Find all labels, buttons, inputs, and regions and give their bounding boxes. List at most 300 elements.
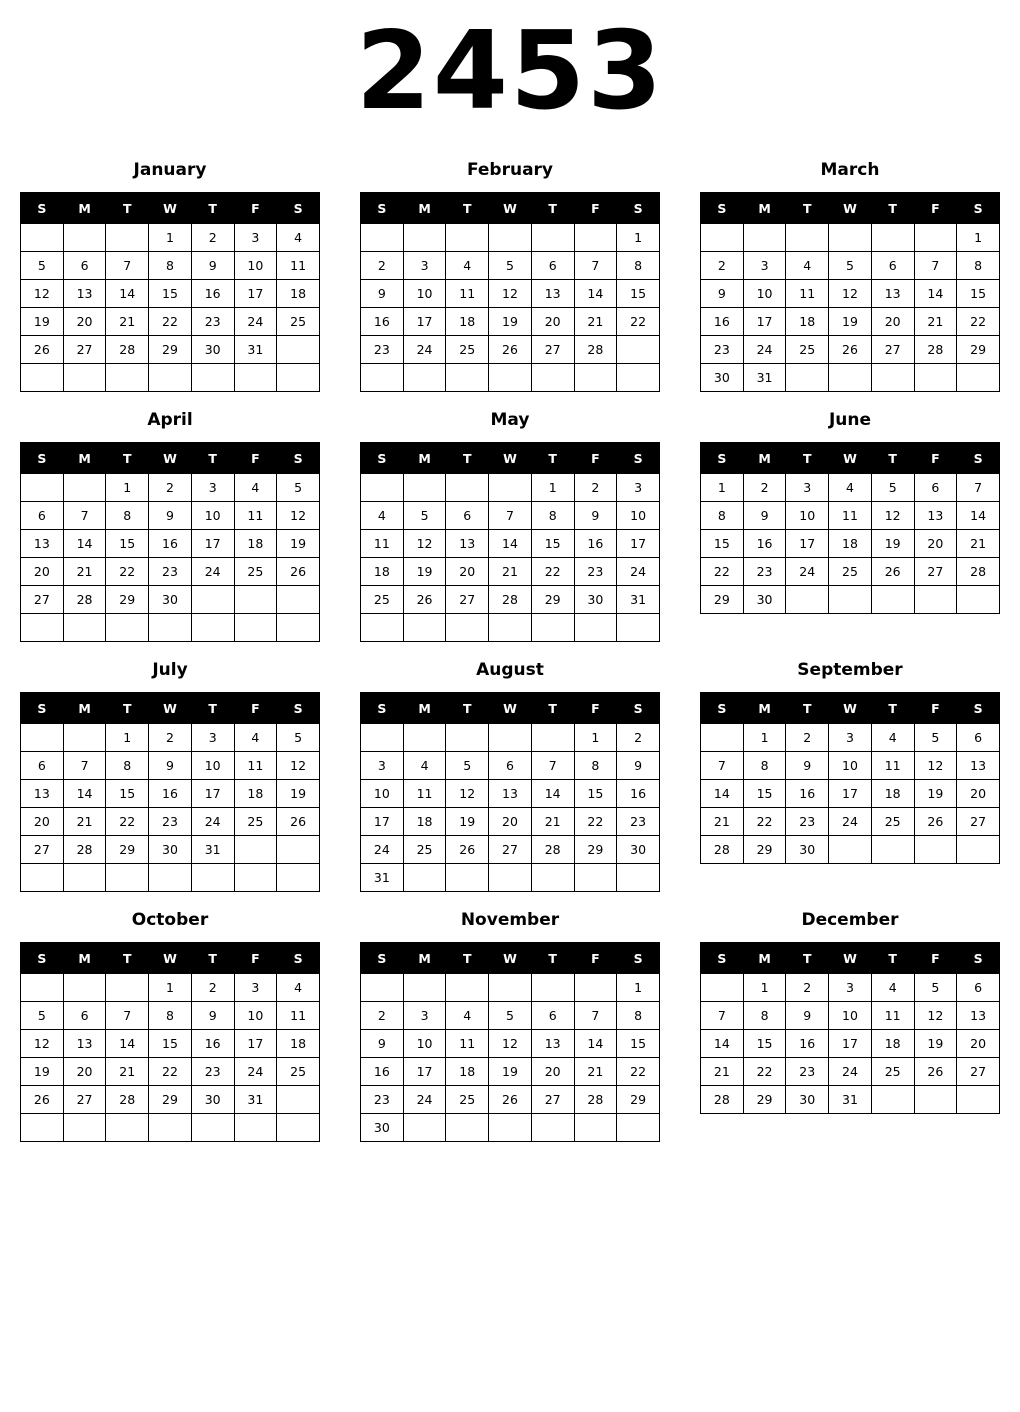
day-cell[interactable]: 30 <box>191 1086 234 1114</box>
day-cell[interactable]: 14 <box>957 502 1000 530</box>
day-cell[interactable]: 26 <box>489 1086 532 1114</box>
day-cell[interactable]: 1 <box>106 474 149 502</box>
day-cell[interactable]: 19 <box>871 530 914 558</box>
day-cell[interactable]: 16 <box>743 530 786 558</box>
day-cell[interactable]: 29 <box>106 836 149 864</box>
day-cell[interactable]: 17 <box>191 530 234 558</box>
day-cell[interactable]: 25 <box>234 558 277 586</box>
day-cell[interactable]: 12 <box>277 502 320 530</box>
day-cell[interactable]: 31 <box>361 864 404 892</box>
day-cell[interactable]: 1 <box>743 724 786 752</box>
day-cell[interactable]: 2 <box>149 474 192 502</box>
day-cell[interactable]: 12 <box>914 1002 957 1030</box>
day-cell[interactable]: 20 <box>531 1058 574 1086</box>
day-cell[interactable]: 10 <box>403 1030 446 1058</box>
day-cell[interactable]: 4 <box>403 752 446 780</box>
day-cell[interactable]: 17 <box>743 308 786 336</box>
day-cell[interactable]: 24 <box>234 308 277 336</box>
day-cell[interactable]: 4 <box>277 974 320 1002</box>
day-cell[interactable]: 18 <box>234 780 277 808</box>
day-cell[interactable]: 21 <box>63 808 106 836</box>
day-cell[interactable]: 9 <box>361 1030 404 1058</box>
day-cell[interactable]: 26 <box>829 336 872 364</box>
day-cell[interactable]: 27 <box>914 558 957 586</box>
day-cell[interactable]: 17 <box>234 280 277 308</box>
day-cell[interactable]: 4 <box>234 474 277 502</box>
day-cell[interactable]: 8 <box>531 502 574 530</box>
day-cell[interactable]: 13 <box>871 280 914 308</box>
day-cell[interactable]: 11 <box>361 530 404 558</box>
day-cell[interactable]: 4 <box>234 724 277 752</box>
day-cell[interactable]: 4 <box>277 224 320 252</box>
day-cell[interactable]: 20 <box>21 558 64 586</box>
day-cell[interactable]: 28 <box>957 558 1000 586</box>
day-cell[interactable]: 21 <box>489 558 532 586</box>
day-cell[interactable]: 15 <box>106 780 149 808</box>
day-cell[interactable]: 10 <box>403 280 446 308</box>
day-cell[interactable]: 26 <box>21 1086 64 1114</box>
day-cell[interactable]: 23 <box>786 1058 829 1086</box>
day-cell[interactable]: 12 <box>403 530 446 558</box>
day-cell[interactable]: 30 <box>149 836 192 864</box>
day-cell[interactable]: 14 <box>106 1030 149 1058</box>
day-cell[interactable]: 17 <box>361 808 404 836</box>
day-cell[interactable]: 10 <box>743 280 786 308</box>
day-cell[interactable]: 26 <box>871 558 914 586</box>
day-cell[interactable]: 21 <box>957 530 1000 558</box>
day-cell[interactable]: 19 <box>914 1030 957 1058</box>
day-cell[interactable]: 18 <box>277 1030 320 1058</box>
day-cell[interactable]: 19 <box>489 308 532 336</box>
day-cell[interactable]: 14 <box>63 530 106 558</box>
day-cell[interactable]: 24 <box>403 336 446 364</box>
day-cell[interactable]: 27 <box>957 1058 1000 1086</box>
day-cell[interactable]: 30 <box>617 836 660 864</box>
day-cell[interactable]: 26 <box>914 808 957 836</box>
day-cell[interactable]: 12 <box>871 502 914 530</box>
day-cell[interactable]: 23 <box>574 558 617 586</box>
day-cell[interactable]: 10 <box>234 252 277 280</box>
day-cell[interactable]: 14 <box>701 780 744 808</box>
day-cell[interactable]: 7 <box>63 502 106 530</box>
day-cell[interactable]: 27 <box>871 336 914 364</box>
day-cell[interactable]: 20 <box>914 530 957 558</box>
day-cell[interactable]: 19 <box>277 530 320 558</box>
day-cell[interactable]: 21 <box>914 308 957 336</box>
day-cell[interactable]: 14 <box>531 780 574 808</box>
day-cell[interactable]: 28 <box>574 1086 617 1114</box>
day-cell[interactable]: 23 <box>786 808 829 836</box>
day-cell[interactable]: 10 <box>786 502 829 530</box>
day-cell[interactable]: 9 <box>149 502 192 530</box>
day-cell[interactable]: 1 <box>106 724 149 752</box>
day-cell[interactable]: 8 <box>149 1002 192 1030</box>
day-cell[interactable]: 17 <box>786 530 829 558</box>
day-cell[interactable]: 2 <box>574 474 617 502</box>
day-cell[interactable]: 25 <box>829 558 872 586</box>
day-cell[interactable]: 9 <box>149 752 192 780</box>
day-cell[interactable]: 1 <box>617 224 660 252</box>
day-cell[interactable]: 9 <box>617 752 660 780</box>
day-cell[interactable]: 28 <box>106 336 149 364</box>
day-cell[interactable]: 18 <box>871 780 914 808</box>
day-cell[interactable]: 15 <box>743 1030 786 1058</box>
day-cell[interactable]: 30 <box>574 586 617 614</box>
day-cell[interactable]: 30 <box>786 1086 829 1114</box>
day-cell[interactable]: 19 <box>277 780 320 808</box>
day-cell[interactable]: 6 <box>957 724 1000 752</box>
day-cell[interactable]: 24 <box>191 808 234 836</box>
day-cell[interactable]: 9 <box>191 1002 234 1030</box>
day-cell[interactable]: 1 <box>149 974 192 1002</box>
day-cell[interactable]: 25 <box>361 586 404 614</box>
day-cell[interactable]: 3 <box>234 224 277 252</box>
day-cell[interactable]: 26 <box>914 1058 957 1086</box>
day-cell[interactable]: 29 <box>617 1086 660 1114</box>
day-cell[interactable]: 27 <box>21 586 64 614</box>
day-cell[interactable]: 15 <box>617 1030 660 1058</box>
day-cell[interactable]: 11 <box>786 280 829 308</box>
day-cell[interactable]: 10 <box>617 502 660 530</box>
day-cell[interactable]: 18 <box>277 280 320 308</box>
day-cell[interactable]: 17 <box>403 1058 446 1086</box>
day-cell[interactable]: 13 <box>957 1002 1000 1030</box>
day-cell[interactable]: 28 <box>914 336 957 364</box>
day-cell[interactable]: 8 <box>149 252 192 280</box>
day-cell[interactable]: 6 <box>63 252 106 280</box>
day-cell[interactable]: 18 <box>361 558 404 586</box>
day-cell[interactable]: 9 <box>701 280 744 308</box>
day-cell[interactable]: 2 <box>786 724 829 752</box>
day-cell[interactable]: 3 <box>191 474 234 502</box>
day-cell[interactable]: 5 <box>489 252 532 280</box>
day-cell[interactable]: 28 <box>63 586 106 614</box>
day-cell[interactable]: 2 <box>786 974 829 1002</box>
day-cell[interactable]: 28 <box>701 1086 744 1114</box>
day-cell[interactable]: 4 <box>829 474 872 502</box>
day-cell[interactable]: 27 <box>531 1086 574 1114</box>
day-cell[interactable]: 23 <box>361 1086 404 1114</box>
day-cell[interactable]: 15 <box>701 530 744 558</box>
day-cell[interactable]: 17 <box>234 1030 277 1058</box>
day-cell[interactable]: 18 <box>234 530 277 558</box>
day-cell[interactable]: 27 <box>21 836 64 864</box>
day-cell[interactable]: 25 <box>277 1058 320 1086</box>
day-cell[interactable]: 2 <box>191 224 234 252</box>
day-cell[interactable]: 7 <box>957 474 1000 502</box>
day-cell[interactable]: 19 <box>21 308 64 336</box>
day-cell[interactable]: 14 <box>574 1030 617 1058</box>
day-cell[interactable]: 12 <box>914 752 957 780</box>
day-cell[interactable]: 17 <box>191 780 234 808</box>
day-cell[interactable]: 11 <box>446 1030 489 1058</box>
day-cell[interactable]: 6 <box>21 502 64 530</box>
day-cell[interactable]: 15 <box>617 280 660 308</box>
day-cell[interactable]: 7 <box>489 502 532 530</box>
day-cell[interactable]: 9 <box>574 502 617 530</box>
day-cell[interactable]: 26 <box>277 558 320 586</box>
day-cell[interactable]: 19 <box>914 780 957 808</box>
day-cell[interactable]: 24 <box>829 808 872 836</box>
day-cell[interactable]: 14 <box>489 530 532 558</box>
day-cell[interactable]: 7 <box>574 1002 617 1030</box>
day-cell[interactable]: 11 <box>829 502 872 530</box>
day-cell[interactable]: 25 <box>446 1086 489 1114</box>
day-cell[interactable]: 29 <box>574 836 617 864</box>
day-cell[interactable]: 24 <box>403 1086 446 1114</box>
day-cell[interactable]: 7 <box>63 752 106 780</box>
day-cell[interactable]: 6 <box>531 1002 574 1030</box>
day-cell[interactable]: 22 <box>106 808 149 836</box>
day-cell[interactable]: 30 <box>743 586 786 614</box>
day-cell[interactable]: 25 <box>403 836 446 864</box>
day-cell[interactable]: 25 <box>277 308 320 336</box>
day-cell[interactable]: 27 <box>531 336 574 364</box>
day-cell[interactable]: 24 <box>743 336 786 364</box>
day-cell[interactable]: 11 <box>871 752 914 780</box>
day-cell[interactable]: 14 <box>63 780 106 808</box>
day-cell[interactable]: 5 <box>489 1002 532 1030</box>
day-cell[interactable]: 12 <box>489 280 532 308</box>
day-cell[interactable]: 11 <box>277 1002 320 1030</box>
day-cell[interactable]: 16 <box>701 308 744 336</box>
day-cell[interactable]: 23 <box>701 336 744 364</box>
day-cell[interactable]: 20 <box>21 808 64 836</box>
day-cell[interactable]: 20 <box>446 558 489 586</box>
day-cell[interactable]: 19 <box>403 558 446 586</box>
day-cell[interactable]: 30 <box>149 586 192 614</box>
day-cell[interactable]: 10 <box>829 752 872 780</box>
day-cell[interactable]: 23 <box>361 336 404 364</box>
day-cell[interactable]: 20 <box>957 1030 1000 1058</box>
day-cell[interactable]: 16 <box>191 280 234 308</box>
day-cell[interactable]: 29 <box>743 836 786 864</box>
day-cell[interactable]: 27 <box>489 836 532 864</box>
day-cell[interactable]: 6 <box>957 974 1000 1002</box>
day-cell[interactable]: 7 <box>574 252 617 280</box>
day-cell[interactable]: 29 <box>957 336 1000 364</box>
day-cell[interactable]: 27 <box>63 336 106 364</box>
day-cell[interactable]: 3 <box>617 474 660 502</box>
day-cell[interactable]: 10 <box>191 752 234 780</box>
day-cell[interactable]: 5 <box>403 502 446 530</box>
day-cell[interactable]: 21 <box>106 1058 149 1086</box>
day-cell[interactable]: 23 <box>191 308 234 336</box>
day-cell[interactable]: 12 <box>446 780 489 808</box>
day-cell[interactable]: 16 <box>786 780 829 808</box>
day-cell[interactable]: 28 <box>531 836 574 864</box>
day-cell[interactable]: 21 <box>106 308 149 336</box>
day-cell[interactable]: 16 <box>191 1030 234 1058</box>
day-cell[interactable]: 22 <box>106 558 149 586</box>
day-cell[interactable]: 28 <box>489 586 532 614</box>
day-cell[interactable]: 4 <box>361 502 404 530</box>
day-cell[interactable]: 31 <box>234 1086 277 1114</box>
day-cell[interactable]: 23 <box>617 808 660 836</box>
day-cell[interactable]: 6 <box>531 252 574 280</box>
day-cell[interactable]: 8 <box>617 252 660 280</box>
day-cell[interactable]: 2 <box>743 474 786 502</box>
day-cell[interactable]: 8 <box>743 752 786 780</box>
day-cell[interactable]: 11 <box>277 252 320 280</box>
day-cell[interactable]: 9 <box>743 502 786 530</box>
day-cell[interactable]: 23 <box>191 1058 234 1086</box>
day-cell[interactable]: 24 <box>786 558 829 586</box>
day-cell[interactable]: 5 <box>277 724 320 752</box>
day-cell[interactable]: 5 <box>21 252 64 280</box>
day-cell[interactable]: 24 <box>829 1058 872 1086</box>
day-cell[interactable]: 5 <box>277 474 320 502</box>
day-cell[interactable]: 18 <box>786 308 829 336</box>
day-cell[interactable]: 11 <box>234 502 277 530</box>
day-cell[interactable]: 13 <box>446 530 489 558</box>
day-cell[interactable]: 3 <box>743 252 786 280</box>
day-cell[interactable]: 6 <box>63 1002 106 1030</box>
day-cell[interactable]: 23 <box>149 808 192 836</box>
day-cell[interactable]: 9 <box>786 752 829 780</box>
day-cell[interactable]: 25 <box>234 808 277 836</box>
day-cell[interactable]: 15 <box>743 780 786 808</box>
day-cell[interactable]: 22 <box>617 308 660 336</box>
day-cell[interactable]: 28 <box>701 836 744 864</box>
day-cell[interactable]: 21 <box>531 808 574 836</box>
day-cell[interactable]: 2 <box>361 252 404 280</box>
day-cell[interactable]: 8 <box>106 752 149 780</box>
day-cell[interactable]: 2 <box>361 1002 404 1030</box>
day-cell[interactable]: 12 <box>829 280 872 308</box>
day-cell[interactable]: 22 <box>743 1058 786 1086</box>
day-cell[interactable]: 29 <box>531 586 574 614</box>
day-cell[interactable]: 9 <box>191 252 234 280</box>
day-cell[interactable]: 18 <box>403 808 446 836</box>
day-cell[interactable]: 1 <box>617 974 660 1002</box>
day-cell[interactable]: 13 <box>21 530 64 558</box>
day-cell[interactable]: 15 <box>957 280 1000 308</box>
day-cell[interactable]: 18 <box>446 308 489 336</box>
day-cell[interactable]: 12 <box>21 1030 64 1058</box>
day-cell[interactable]: 17 <box>829 1030 872 1058</box>
day-cell[interactable]: 27 <box>446 586 489 614</box>
day-cell[interactable]: 25 <box>871 808 914 836</box>
day-cell[interactable]: 17 <box>617 530 660 558</box>
day-cell[interactable]: 24 <box>361 836 404 864</box>
day-cell[interactable]: 26 <box>489 336 532 364</box>
day-cell[interactable]: 1 <box>957 224 1000 252</box>
day-cell[interactable]: 26 <box>403 586 446 614</box>
day-cell[interactable]: 27 <box>957 808 1000 836</box>
day-cell[interactable]: 16 <box>786 1030 829 1058</box>
day-cell[interactable]: 25 <box>786 336 829 364</box>
day-cell[interactable]: 24 <box>191 558 234 586</box>
day-cell[interactable]: 22 <box>149 1058 192 1086</box>
day-cell[interactable]: 4 <box>446 1002 489 1030</box>
day-cell[interactable]: 11 <box>871 1002 914 1030</box>
day-cell[interactable]: 8 <box>743 1002 786 1030</box>
day-cell[interactable]: 22 <box>531 558 574 586</box>
day-cell[interactable]: 19 <box>829 308 872 336</box>
day-cell[interactable]: 22 <box>149 308 192 336</box>
day-cell[interactable]: 18 <box>446 1058 489 1086</box>
day-cell[interactable]: 26 <box>277 808 320 836</box>
day-cell[interactable]: 20 <box>63 1058 106 1086</box>
day-cell[interactable]: 2 <box>617 724 660 752</box>
day-cell[interactable]: 1 <box>743 974 786 1002</box>
day-cell[interactable]: 21 <box>574 308 617 336</box>
day-cell[interactable]: 5 <box>446 752 489 780</box>
day-cell[interactable]: 21 <box>63 558 106 586</box>
day-cell[interactable]: 7 <box>531 752 574 780</box>
day-cell[interactable]: 17 <box>403 308 446 336</box>
day-cell[interactable]: 28 <box>63 836 106 864</box>
day-cell[interactable]: 25 <box>446 336 489 364</box>
day-cell[interactable]: 17 <box>829 780 872 808</box>
day-cell[interactable]: 8 <box>617 1002 660 1030</box>
day-cell[interactable]: 13 <box>957 752 1000 780</box>
day-cell[interactable]: 30 <box>361 1114 404 1142</box>
day-cell[interactable]: 31 <box>234 336 277 364</box>
day-cell[interactable]: 9 <box>786 1002 829 1030</box>
day-cell[interactable]: 18 <box>829 530 872 558</box>
day-cell[interactable]: 15 <box>149 280 192 308</box>
day-cell[interactable]: 4 <box>871 724 914 752</box>
day-cell[interactable]: 20 <box>871 308 914 336</box>
day-cell[interactable]: 22 <box>574 808 617 836</box>
day-cell[interactable]: 22 <box>743 808 786 836</box>
day-cell[interactable]: 28 <box>574 336 617 364</box>
day-cell[interactable]: 13 <box>531 1030 574 1058</box>
day-cell[interactable]: 22 <box>957 308 1000 336</box>
day-cell[interactable]: 30 <box>701 364 744 392</box>
day-cell[interactable]: 13 <box>531 280 574 308</box>
day-cell[interactable]: 31 <box>617 586 660 614</box>
day-cell[interactable]: 6 <box>489 752 532 780</box>
day-cell[interactable]: 7 <box>701 1002 744 1030</box>
day-cell[interactable]: 15 <box>574 780 617 808</box>
day-cell[interactable]: 1 <box>531 474 574 502</box>
day-cell[interactable]: 8 <box>574 752 617 780</box>
day-cell[interactable]: 12 <box>277 752 320 780</box>
day-cell[interactable]: 6 <box>871 252 914 280</box>
day-cell[interactable]: 13 <box>489 780 532 808</box>
day-cell[interactable]: 27 <box>63 1086 106 1114</box>
day-cell[interactable]: 24 <box>617 558 660 586</box>
day-cell[interactable]: 21 <box>574 1058 617 1086</box>
day-cell[interactable]: 4 <box>446 252 489 280</box>
day-cell[interactable]: 29 <box>743 1086 786 1114</box>
day-cell[interactable]: 29 <box>149 1086 192 1114</box>
day-cell[interactable]: 14 <box>701 1030 744 1058</box>
day-cell[interactable]: 5 <box>871 474 914 502</box>
day-cell[interactable]: 8 <box>957 252 1000 280</box>
day-cell[interactable]: 19 <box>21 1058 64 1086</box>
day-cell[interactable]: 2 <box>191 974 234 1002</box>
day-cell[interactable]: 4 <box>786 252 829 280</box>
day-cell[interactable]: 29 <box>106 586 149 614</box>
day-cell[interactable]: 25 <box>871 1058 914 1086</box>
day-cell[interactable]: 3 <box>234 974 277 1002</box>
day-cell[interactable]: 18 <box>871 1030 914 1058</box>
day-cell[interactable]: 4 <box>871 974 914 1002</box>
day-cell[interactable]: 21 <box>701 1058 744 1086</box>
day-cell[interactable]: 28 <box>106 1086 149 1114</box>
day-cell[interactable]: 19 <box>489 1058 532 1086</box>
day-cell[interactable]: 7 <box>701 752 744 780</box>
day-cell[interactable]: 16 <box>574 530 617 558</box>
day-cell[interactable]: 10 <box>234 1002 277 1030</box>
day-cell[interactable]: 22 <box>617 1058 660 1086</box>
day-cell[interactable]: 31 <box>743 364 786 392</box>
day-cell[interactable]: 31 <box>829 1086 872 1114</box>
